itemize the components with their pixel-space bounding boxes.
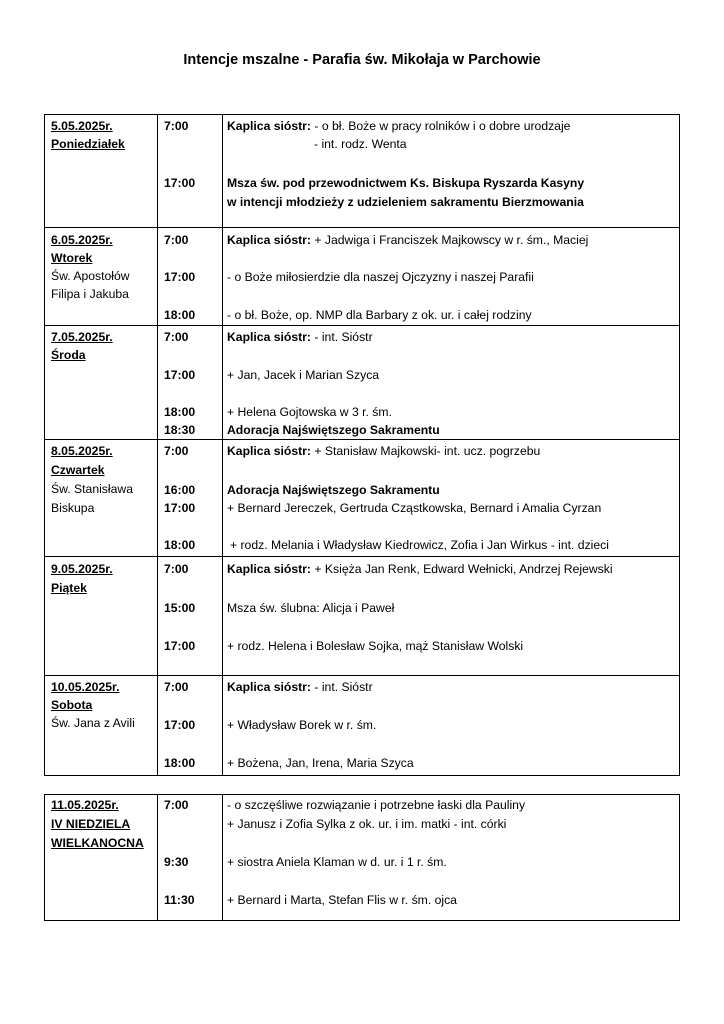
intention-line: Kaplica sióstr: + Stanisław Majkowski- int. ucz. pogrzebu	[227, 444, 541, 458]
intention-cell	[223, 228, 680, 326]
mass-time: 15:00	[164, 601, 196, 615]
intention-line: Msza św. ślubna: Alicja i Paweł	[227, 601, 395, 615]
intention-cell	[223, 676, 680, 776]
day-saint: Św. Stanisława	[51, 482, 133, 496]
time-cell	[158, 115, 223, 228]
intention-line: Kaplica sióstr: - int. Sióstr	[227, 330, 373, 344]
mass-time: 17:00	[164, 718, 196, 732]
intention-line: - o Boże miłosierdzie dla naszej Ojczyzny i naszej Parafii	[227, 270, 534, 284]
day-cell	[45, 440, 158, 557]
day-cell	[45, 115, 158, 228]
mass-time: 9:30	[164, 855, 189, 869]
time-cell	[158, 228, 223, 326]
mass-time: 7:00	[164, 798, 189, 812]
intention-line: - int. rodz. Wenta	[314, 137, 407, 151]
mass-time: 18:00	[164, 538, 196, 552]
intention-line: + rodz. Helena i Bolesław Sojka, mąż Stanisław Wolski	[227, 639, 524, 653]
day-cell	[45, 795, 158, 921]
table-row-saturday	[45, 676, 680, 776]
intention-line: + Bernard Jereczek, Gertruda Cząstkowska, Bernard i Amalia Cyrzan	[227, 501, 602, 515]
day-cell	[45, 228, 158, 326]
day-saint: Św. Apostołów	[51, 269, 130, 283]
day-weekday: Piątek	[51, 581, 87, 595]
intention-line: + Bernard i Marta, Stefan Flis w r. śm. ojca	[227, 893, 457, 907]
day-saint: Biskupa	[51, 501, 95, 515]
mass-time: 18:00	[164, 756, 196, 770]
intention-line: + Jan, Jacek i Marian Szyca	[227, 368, 380, 382]
day-weekday: Sobota	[51, 698, 93, 712]
mass-time: 18:00	[164, 405, 196, 419]
day-weekday: Poniedziałek	[51, 137, 125, 151]
intention-cell	[223, 440, 680, 557]
intention-line: + Janusz i Zofia Sylka z ok. ur. i im. matki - int. córki	[227, 817, 507, 831]
mass-time: 7:00	[164, 562, 189, 576]
mass-time: 18:00	[164, 308, 196, 322]
intention-line: Kaplica sióstr: - o bł. Boże w pracy rolników i o dobre urodzaje	[227, 119, 571, 133]
day-date: 5.05.2025r.	[51, 119, 113, 133]
table-row-tuesday	[45, 228, 680, 326]
intention-line: + rodz. Melania i Władysław Kiedrowicz, Zofia i Jan Wirkus - int. dzieci	[230, 538, 609, 552]
mass-time: 7:00	[164, 330, 189, 344]
schedule-table-week	[44, 114, 680, 776]
mass-time: 7:00	[164, 233, 189, 247]
time-cell	[158, 440, 223, 557]
day-saint: Filipa i Jakuba	[51, 287, 129, 301]
time-cell	[158, 676, 223, 776]
intention-line: - o bł. Boże, op. NMP dla Barbary z ok. ur. i całej rodziny	[227, 308, 532, 322]
table-row-thursday	[45, 440, 680, 557]
day-weekday: Wtorek	[51, 251, 93, 265]
intention-cell	[223, 326, 680, 440]
day-date: 6.05.2025r.	[51, 233, 113, 247]
intention-cell	[223, 557, 680, 676]
day-date: 9.05.2025r.	[51, 562, 113, 576]
day-saint: Św. Jana z Avili	[51, 716, 135, 730]
mass-time: 17:00	[164, 368, 196, 382]
intention-line: + siostra Aniela Klaman w d. ur. i 1 r. śm.	[227, 855, 447, 869]
mass-time: 16:00	[164, 483, 196, 497]
day-cell	[45, 676, 158, 776]
time-cell	[158, 795, 223, 921]
intention-cell	[223, 795, 680, 921]
day-date: 7.05.2025r.	[51, 330, 113, 344]
mass-time: 7:00	[164, 119, 189, 133]
time-cell	[158, 557, 223, 676]
day-date: 11.05.2025r.	[51, 798, 119, 812]
day-weekday: Czwartek	[51, 463, 105, 477]
day-cell	[45, 326, 158, 440]
day-date: 8.05.2025r.	[51, 444, 113, 458]
intention-line: + Władysław Borek w r. śm.	[227, 718, 377, 732]
intention-line: Adoracja Najświętszego Sakramentu	[227, 423, 440, 437]
mass-time: 7:00	[164, 680, 189, 694]
intention-line: + Bożena, Jan, Irena, Maria Szyca	[227, 756, 414, 770]
intention-line: Adoracja Najświętszego Sakramentu	[227, 483, 440, 497]
day-cell	[45, 557, 158, 676]
schedule-table-sunday	[44, 794, 680, 921]
table-row-wednesday	[45, 326, 680, 440]
mass-time: 17:00	[164, 176, 196, 190]
day-weekday: WIELKANOCNA	[51, 836, 144, 850]
intention-line: w intencji młodzieży z udzieleniem sakramentu Bierzmowania	[227, 195, 584, 209]
time-cell	[158, 326, 223, 440]
table-row-friday	[45, 557, 680, 676]
mass-time: 11:30	[164, 893, 195, 907]
day-weekday: IV NIEDZIELA	[51, 817, 131, 831]
intention-line: + Helena Gojtowska w 3 r. śm.	[227, 405, 392, 419]
day-date: 10.05.2025r.	[51, 680, 120, 694]
intention-line: Kaplica sióstr: + Księża Jan Renk, Edward Wełnicki, Andrzej Rejewski	[227, 562, 613, 576]
intention-line: Msza św. pod przewodnictwem Ks. Biskupa Ryszarda Kasyny	[227, 176, 585, 190]
table-row-sunday	[45, 795, 680, 921]
mass-time: 17:00	[164, 639, 196, 653]
mass-time: 17:00	[164, 501, 196, 515]
intention-line: - o szczęśliwe rozwiązanie i potrzebne łaski dla Pauliny	[227, 798, 526, 812]
table-row-monday	[45, 115, 680, 228]
page-title: Intencje mszalne - Parafia św. Mikołaja w Parchowie	[183, 52, 541, 68]
mass-time: 17:00	[164, 270, 196, 284]
intention-cell	[223, 115, 680, 228]
intention-line: Kaplica sióstr: - int. Sióstr	[227, 680, 373, 694]
mass-time: 18:30	[164, 423, 196, 437]
day-weekday: Środa	[51, 348, 86, 362]
mass-time: 7:00	[164, 444, 189, 458]
intention-line: Kaplica sióstr: + Jadwiga i Franciszek Majkowscy w r. śm., Maciej	[227, 233, 589, 247]
